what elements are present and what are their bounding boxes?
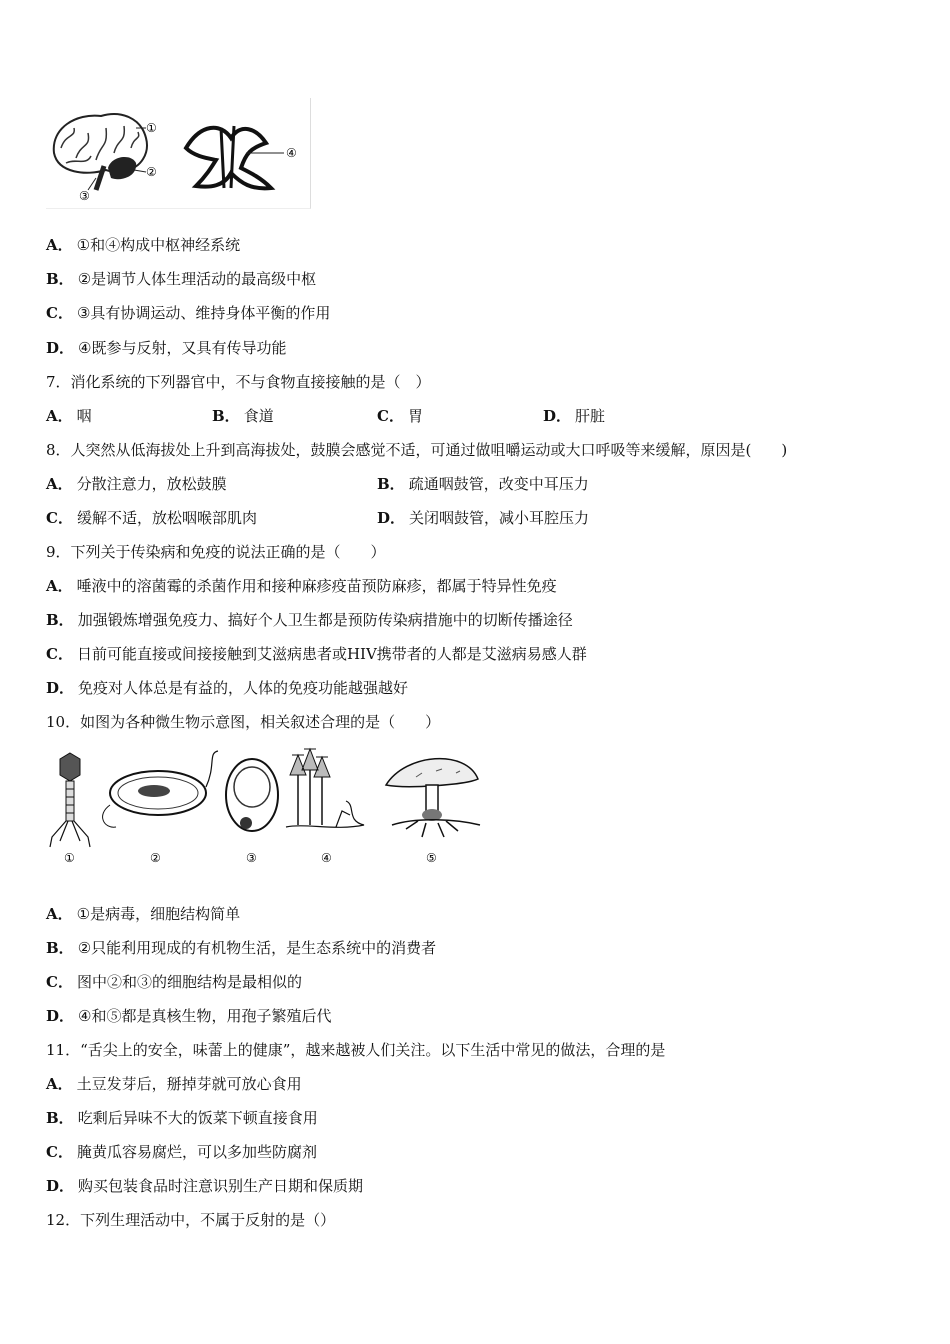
q8-option-b[interactable]: B． 疏通咽鼓管，改变中耳压力 [377,475,589,493]
bacteriophage-drawing [50,753,90,847]
q10-option-c[interactable]: C． 图中②和③的细胞结构是最相似的 [46,973,302,991]
nervous-system-figure [46,98,311,209]
microorganism-figure [46,745,486,867]
q8-stem: 8．人突然从低海拔处上升到高海拔处，鼓膜会感觉不适，可通过做咀嚼运动或大口呼吸等来缓解，原因是( ) [46,441,788,459]
micro-label-2: ② [150,851,161,865]
q10-option-d[interactable]: D． ④和⑤都是真核生物，用孢子繁殖后代 [46,1007,332,1025]
q10-option-a[interactable]: A． ①是病毒，细胞结构简单 [46,905,241,923]
q7-stem: 7．消化系统的下列器官中，不与食物直接接触的是（ ） [46,373,431,391]
q12-stem: 12．下列生理活动中，不属于反射的是（） [46,1211,336,1229]
q8-option-a[interactable]: A． 分散注意力，放松鼓膜 [46,475,227,493]
label-2: ② [146,165,157,179]
yeast-drawing [226,759,278,831]
micro-label-3: ③ [246,851,257,865]
q7-option-c[interactable]: C． 胃 [377,407,423,425]
q9-stem: 9．下列关于传染病和免疫的说法正确的是（ ） [46,543,386,561]
nervous-system-drawing [46,98,310,208]
q11-option-c[interactable]: C． 腌黄瓜容易腐烂，可以多加些防腐剂 [46,1143,317,1161]
q11-option-d[interactable]: D． 购买包装食品时注意识别生产日期和保质期 [46,1177,364,1195]
q10-stem: 10．如图为各种微生物示意图，相关叙述合理的是（ ） [46,713,441,731]
label-1: ① [146,121,157,135]
q11-option-a[interactable]: A． 土豆发芽后，掰掉芽就可放心食用 [46,1075,302,1093]
q11-option-b[interactable]: B． 吃剩后异味不大的饭菜下顿直接食用 [46,1109,318,1127]
mushroom-drawing [386,759,480,837]
q8-option-d[interactable]: D． 关闭咽鼓管，减小耳腔压力 [377,509,590,527]
mold-drawing [286,749,364,827]
q11-stem: 11．“舌尖上的安全，味蕾上的健康”，越来越被人们关注。以下生活中常见的做法，合理的是 [46,1041,666,1059]
q7-option-b[interactable]: B． 食道 [212,407,274,425]
label-3: ③ [79,189,90,203]
q10-option-b[interactable]: B． ②只能利用现成的有机物生活，是生态系统中的消费者 [46,939,437,957]
q7-option-a[interactable]: A． 咽 [46,407,92,425]
label-4: ④ [286,146,297,160]
q9-option-d[interactable]: D． 免疫对人体总是有益的，人体的免疫功能越强越好 [46,679,409,697]
q9-option-a[interactable]: A． 唾液中的溶菌霉的杀菌作用和接种麻疹疫苗预防麻疹，都属于特异性免疫 [46,577,557,595]
micro-label-4: ④ [321,851,332,865]
q6-option-b[interactable]: B． ②是调节人体生理活动的最高级中枢 [46,270,317,288]
micro-label-5: ⑤ [426,851,437,865]
microorganism-drawing [46,745,486,867]
q9-option-c[interactable]: C． 日前可能直接或间接接触到艾滋病患者或HIV携带者的人都是艾滋病易感人群 [46,645,587,663]
q7-option-d[interactable]: D． 肝脏 [543,407,606,425]
q6-option-d[interactable]: D． ④既参与反射，又具有传导功能 [46,339,287,357]
q6-option-a[interactable]: A． ①和④构成中枢神经系统 [46,236,241,254]
micro-label-1: ① [64,851,75,865]
q8-option-c[interactable]: C． 缓解不适，放松咽喉部肌肉 [46,509,257,527]
q9-option-b[interactable]: B． 加强锻炼增强免疫力、搞好个人卫生都是预防传染病措施中的切断传播途径 [46,611,573,629]
bacterium-drawing [103,751,218,827]
q6-option-c[interactable]: C． ③具有协调运动、维持身体平衡的作用 [46,304,331,322]
